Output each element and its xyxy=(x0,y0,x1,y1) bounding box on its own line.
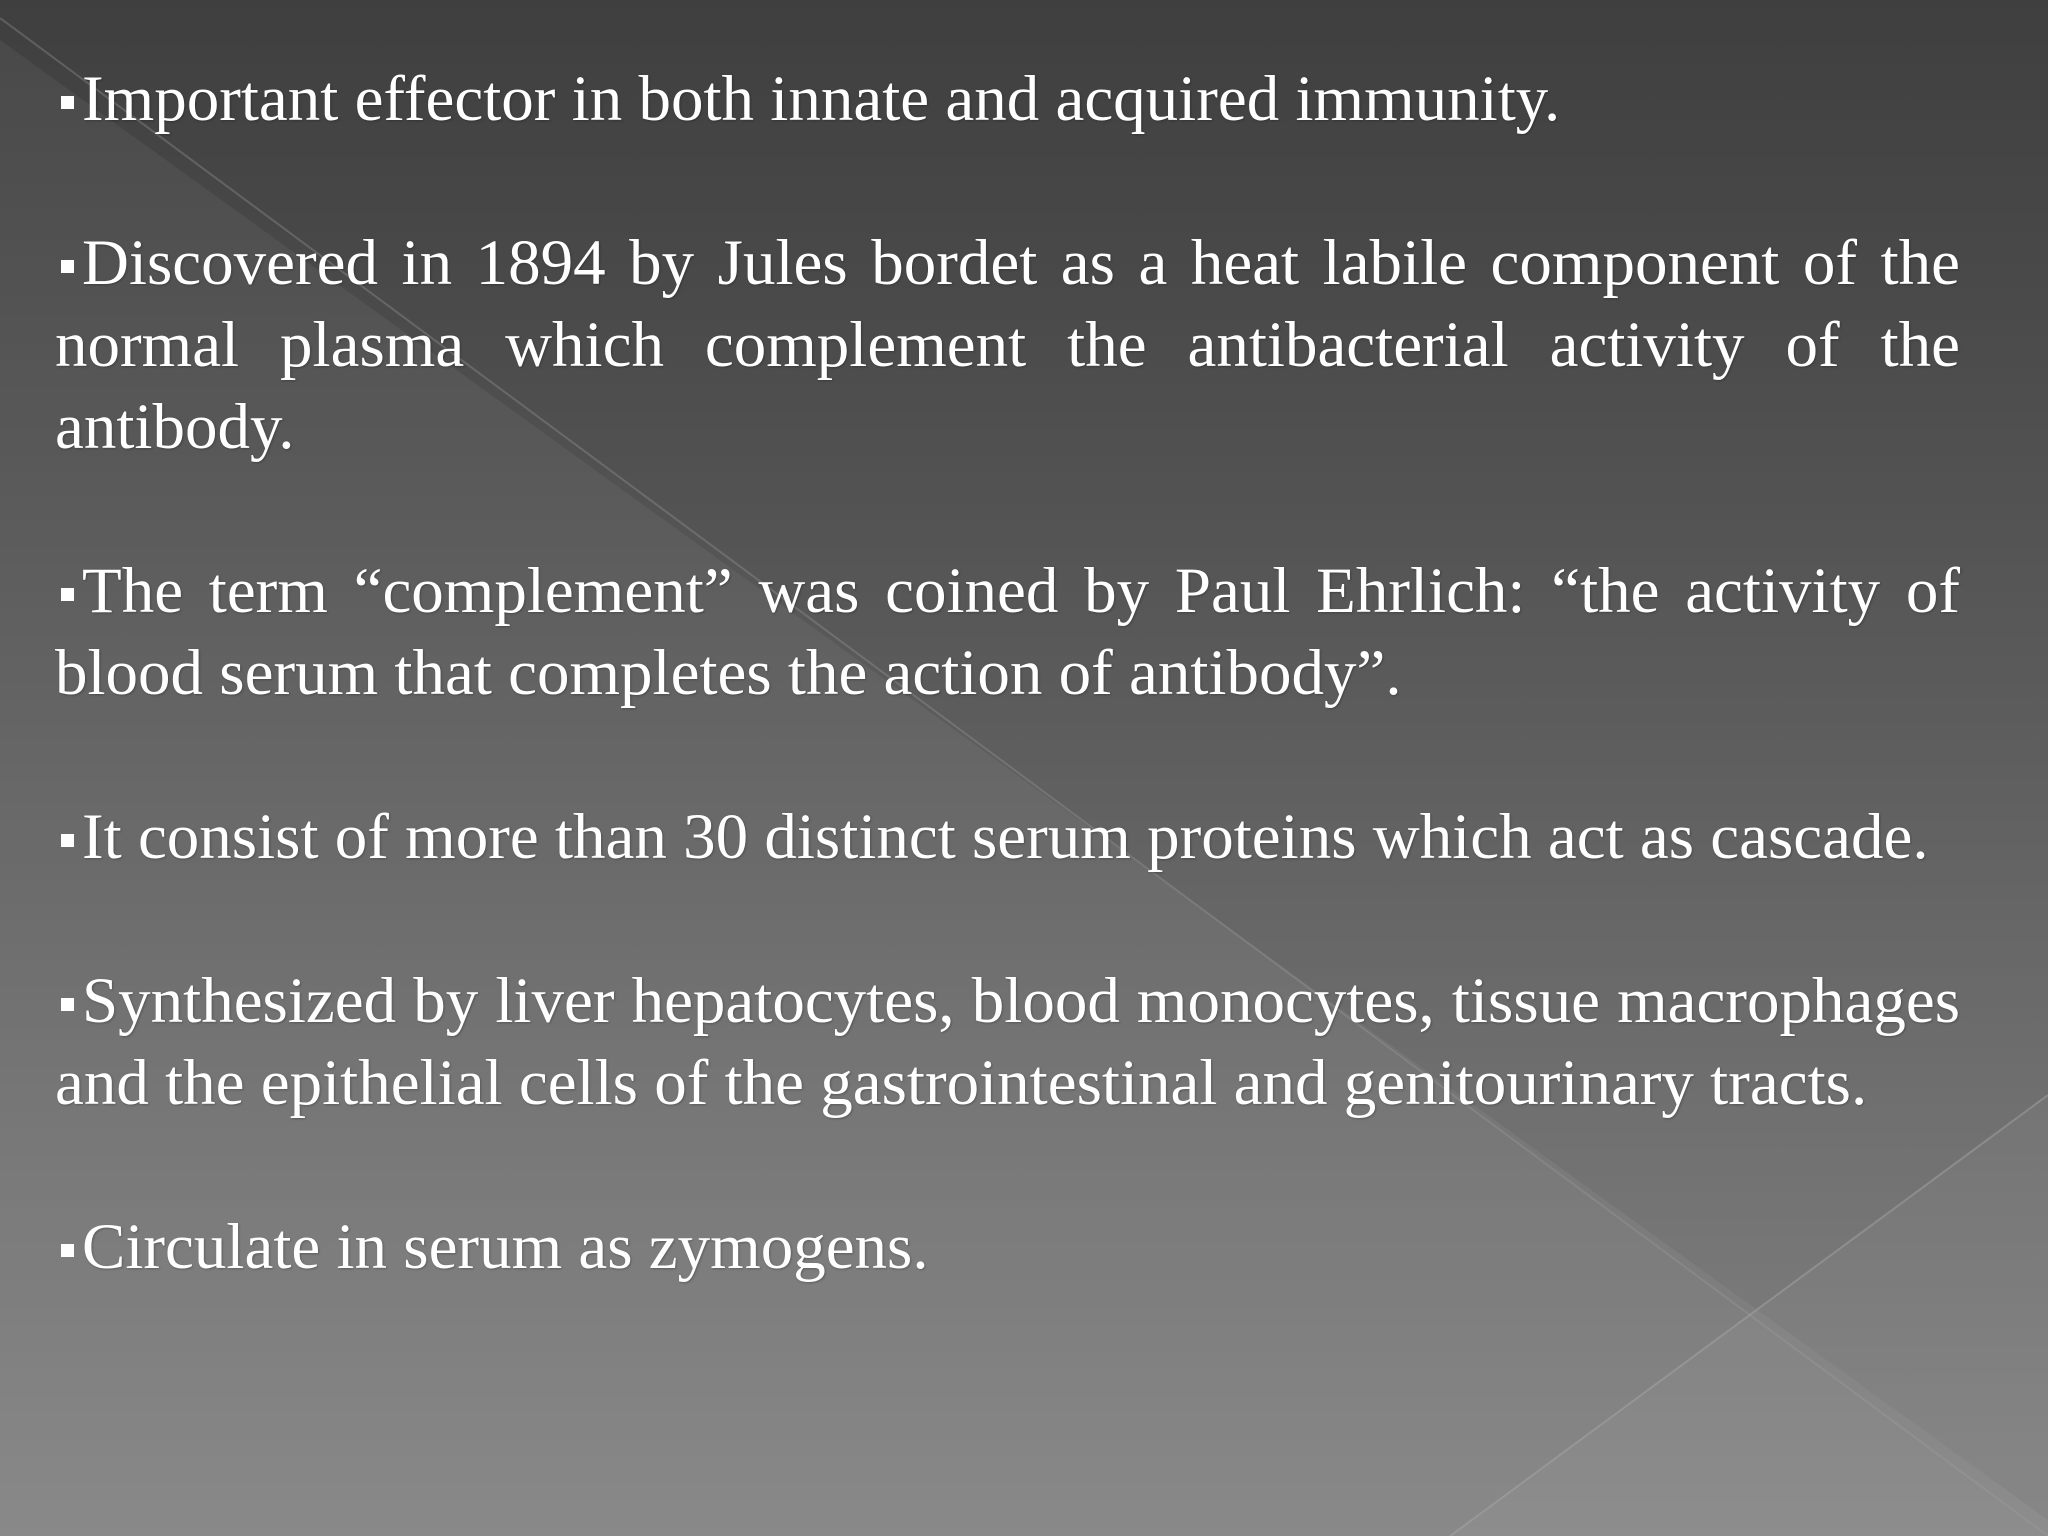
square-bullet-icon xyxy=(61,834,74,847)
square-bullet-icon xyxy=(61,1244,74,1257)
bullet-text: The term “complement” was coined by Paul Ehrlich: “the activity of blood serum that completes the action of antibody”. xyxy=(55,555,1960,709)
square-bullet-icon xyxy=(61,588,74,601)
bullet-text: Synthesized by liver hepatocytes, blood monocytes, tissue macrophages and the epithelial cells of the gastrointestinal and genitourinary tracts. xyxy=(55,965,1960,1119)
bullet-text: Discovered in 1894 by Jules bordet as a heat labile component of the normal plasma which complement the antibacterial activity of the antibody. xyxy=(55,227,1960,463)
bullet-text: Circulate in serum as zymogens. xyxy=(82,1211,929,1283)
bullet-text: Important effector in both innate and acquired immunity. xyxy=(82,63,1561,135)
square-bullet-icon xyxy=(61,998,74,1011)
bullet-item xyxy=(55,1206,1960,1288)
slide-content xyxy=(55,58,1960,1288)
square-bullet-icon xyxy=(61,260,74,273)
bullet-text: It consist of more than 30 distinct serum proteins which act as cascade. xyxy=(82,801,1929,873)
bullet-item xyxy=(55,796,1960,878)
bullet-item xyxy=(55,58,1960,140)
bullet-item xyxy=(55,960,1960,1124)
bullet-item xyxy=(55,222,1960,468)
bullet-item xyxy=(55,550,1960,714)
square-bullet-icon xyxy=(61,96,74,109)
